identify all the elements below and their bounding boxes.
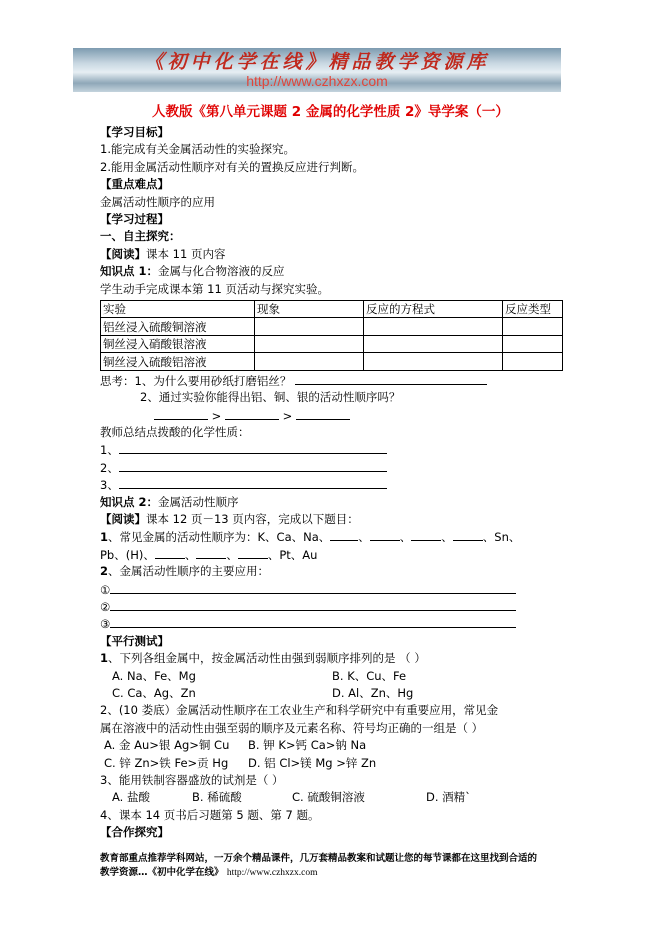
- item-number: ①: [100, 582, 111, 597]
- gt-sign: >: [282, 408, 293, 423]
- item-number: 3、: [100, 478, 119, 493]
- read-text: 课本 11 页内容: [146, 246, 226, 261]
- read-text: 课本 12 页－13 页内容，完成以下题目：: [146, 512, 359, 527]
- teacher-text: 教师总结点拨酸的化学性质：: [100, 425, 250, 440]
- kp2-text: 金属活动性顺序: [158, 494, 239, 509]
- answer-blank[interactable]: [119, 441, 387, 454]
- table-header: 反应类型: [503, 300, 563, 318]
- table-row: [101, 318, 563, 336]
- test-heading: 【平行测试】: [100, 633, 169, 648]
- option-d[interactable]: D. 铝 Cl>镁 Mg >锌 Zn: [248, 755, 377, 770]
- banner-title: 《初中化学在线》精品教学资源库: [144, 51, 490, 73]
- answer-blank[interactable]: [110, 615, 516, 628]
- question-text: 属在溶液中的活动性由强至弱的顺序及元素名称、符号均正确的一组是（ ）: [100, 720, 484, 735]
- answer-blank[interactable]: [238, 546, 268, 559]
- option-c[interactable]: C. 硫酸铜溶液: [292, 790, 365, 805]
- think-q2: 2、通过实验你能得出铝、铜、银的活动性顺序吗？: [140, 390, 401, 405]
- read-label: 【阅读】: [100, 512, 146, 527]
- answer-blank[interactable]: [411, 528, 441, 541]
- answer-blank[interactable]: [296, 407, 350, 420]
- footer-text: 教育部重点推荐学科网站，一万余个精品课件，几万套精品教案和试题让您的每节课都在这里找到合适的: [100, 853, 538, 864]
- goals-heading: 【学习目标】: [100, 125, 169, 139]
- answer-blank[interactable]: [154, 407, 208, 420]
- question-text: 3、能用铁制容器盛放的试剂是（ ）: [100, 772, 284, 787]
- table-cell[interactable]: [364, 335, 503, 353]
- gt-sign: >: [211, 408, 222, 423]
- option-b[interactable]: B. K、Cu、Fe: [332, 668, 407, 683]
- header-banner: [73, 48, 561, 92]
- question-text: 2、(10 娄底）金属活动性顺序在工农业生产和科学研究中有重要应用，常见金: [100, 703, 499, 718]
- table-cell[interactable]: [364, 353, 503, 371]
- option-b[interactable]: B. 稀硫酸: [192, 790, 242, 805]
- item-number: ③: [100, 617, 111, 632]
- item-number: 2、: [100, 460, 119, 475]
- question-text: 、下列各组金属中，按金属活动性由强到弱顺序排列的是 （ ）: [108, 651, 426, 666]
- table-header: 现象: [255, 300, 364, 318]
- footer: [100, 852, 570, 880]
- table-cell[interactable]: [255, 353, 364, 371]
- option-b[interactable]: B. 钾 K>钙 Ca>钠 Na: [248, 738, 367, 753]
- item-number: 1、: [100, 443, 119, 458]
- process-sub: 一、自主探究：: [100, 229, 181, 244]
- separator: 、: [441, 530, 453, 545]
- table-header: 实验: [101, 300, 255, 318]
- page-title: 人教版《第八单元课题 2 金属的化学性质 2》导学案（一）: [152, 104, 509, 120]
- order-text: 、常见金属的活动性顺序为：K、Ca、Na、: [108, 530, 331, 545]
- answer-blank[interactable]: [110, 581, 516, 594]
- answer-blank[interactable]: [330, 528, 358, 541]
- process-heading: 【学习过程】: [100, 211, 169, 226]
- question-text: 4、课本 14 页书后习题第 5 题、第 7 题。: [100, 807, 320, 822]
- separator: 、: [184, 547, 197, 562]
- kp1-text: 金属与化合物溶液的反应: [158, 264, 285, 279]
- answer-blank[interactable]: [225, 407, 279, 420]
- separator: 、: [226, 547, 238, 562]
- read-label: 【阅读】: [100, 246, 146, 261]
- question-number: 1: [100, 530, 109, 545]
- option-a[interactable]: A. 盐酸: [112, 790, 150, 805]
- separator: 、: [399, 530, 412, 545]
- option-c[interactable]: C. 锌 Zn>铁 Fe>贡 Hg: [104, 755, 229, 770]
- key-text: 金属活动性顺序的应用: [100, 194, 215, 209]
- table-cell[interactable]: [503, 353, 563, 371]
- table-cell: 铜丝浸入硫酸铝溶液: [101, 353, 255, 371]
- kp1-intro: 学生动手完成课本第 11 页活动与探究实验。: [100, 281, 329, 296]
- option-a[interactable]: A. 金 Au>银 Ag>铜 Cu: [104, 738, 230, 753]
- table-row: [101, 353, 563, 371]
- document-body: [100, 124, 565, 841]
- goal-item: 2.能用金属活动性顺序对有关的置换反应进行判断。: [100, 159, 364, 174]
- answer-blank[interactable]: [155, 546, 185, 559]
- question-number: 2: [100, 564, 109, 579]
- table-cell[interactable]: [503, 318, 563, 336]
- kp2-label: 知识点 2：: [100, 494, 159, 509]
- experiment-table: [100, 300, 563, 371]
- footer-link[interactable]: http://www.czhxzx.com: [226, 868, 318, 878]
- table-cell: 铜丝浸入硝酸银溶液: [101, 335, 255, 353]
- think-q1: 思考：1、为什么要用砂纸打磨铝丝？: [100, 373, 292, 388]
- table-cell[interactable]: [255, 318, 364, 336]
- table-row: [101, 335, 563, 353]
- answer-blank[interactable]: [110, 598, 516, 611]
- table-cell[interactable]: [503, 335, 563, 353]
- goal-item: 1.能完成有关金属活动性的实验探究。: [100, 142, 295, 157]
- answer-blank[interactable]: [295, 372, 487, 385]
- answer-blank[interactable]: [119, 476, 387, 489]
- table-cell[interactable]: [255, 335, 364, 353]
- order-text: Pb、(H)、: [100, 547, 155, 562]
- kp1-label: 知识点 1：: [100, 264, 159, 279]
- key-heading: 【重点难点】: [100, 177, 169, 192]
- question-number: 1: [100, 651, 109, 666]
- option-a[interactable]: A. Na、Fe、Mg: [112, 668, 196, 683]
- banner-url[interactable]: http://www.czhxzx.com: [246, 73, 388, 89]
- table-cell: 铝丝浸入硫酸铜溶液: [101, 318, 255, 336]
- item-number: ②: [100, 599, 111, 614]
- table-header: 反应的方程式: [364, 300, 503, 318]
- order-text: 、Sn、: [482, 530, 521, 545]
- option-c[interactable]: C. Ca、Ag、Zn: [112, 685, 196, 700]
- option-d[interactable]: D. 酒精`: [426, 790, 471, 805]
- table-cell[interactable]: [364, 318, 503, 336]
- separator: 、: [358, 530, 370, 545]
- answer-blank[interactable]: [196, 546, 226, 559]
- order-text: 、Pt、Au: [267, 547, 318, 562]
- coop-heading: 【合作探究】: [100, 825, 169, 840]
- answer-blank[interactable]: [453, 528, 483, 541]
- apps-text: 、金属活动性顺序的主要应用：: [108, 564, 270, 579]
- answer-blank[interactable]: [119, 459, 387, 472]
- answer-blank[interactable]: [370, 528, 400, 541]
- table-header-row: [101, 300, 563, 318]
- option-d[interactable]: D. Al、Zn、Hg: [332, 685, 414, 700]
- footer-text: 教学资源…《初中化学在线》: [100, 867, 224, 878]
